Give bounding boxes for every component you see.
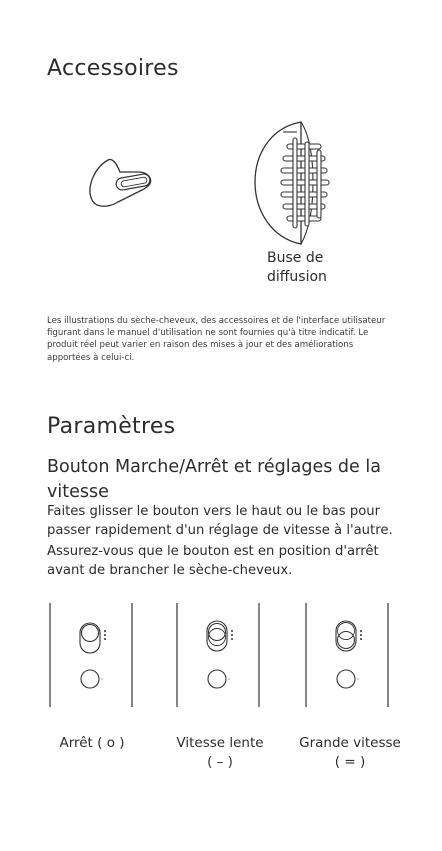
nozzle-label — [267, 249, 327, 287]
switch-panel-off — [48, 603, 134, 707]
nozzle-label-line1: Buse de — [267, 250, 324, 266]
disclaimer-line: produit réel peut varier en raison des mises à jour et des améliorations — [47, 340, 354, 351]
diffuser-illustration — [253, 120, 333, 246]
concentrator-nozzle-illustration — [84, 150, 164, 220]
disclaimer-line: apportées à celui-ci. — [47, 352, 135, 363]
disclaimer-line: figurant dans le manuel d'utilisation ne sont fournies qu'à titre indicatif. Le — [47, 328, 369, 339]
settings-subtitle-line1: Bouton Marche/Arrêt et réglages de la — [47, 457, 381, 477]
settings-title: Paramètres — [47, 414, 176, 439]
switch-panel-low — [175, 603, 261, 707]
instruction-line: Faites glisser le bouton vers le haut ou le bas pour — [47, 504, 381, 519]
nozzle-label-line2: diffusion — [267, 269, 327, 285]
settings-subtitle-line2: vitesse — [47, 482, 109, 502]
mode-label-off: Arrêt ( o ) — [59, 735, 125, 751]
mode-symbol-low: ( – ) — [207, 754, 233, 770]
accessories-title: Accessoires — [47, 56, 179, 81]
mode-label-high: Grande vitesse — [299, 735, 401, 751]
instruction-line: avant de brancher le sèche-cheveux. — [47, 563, 293, 578]
instruction-line: Assurez-vous que le bouton est en position d'arrêt — [47, 544, 379, 559]
mode-label-low: Vitesse lente — [176, 735, 264, 751]
mode-symbol-high: ( = ) — [334, 754, 366, 770]
disclaimer-line: Les illustrations du sèche-cheveux, des accessoires et de l'interface utilisateur — [47, 316, 386, 326]
switch-panel-high — [304, 603, 390, 707]
settings-subtitle — [47, 455, 381, 505]
settings-instructions — [47, 502, 393, 580]
instruction-line: passer rapidement d'un réglage de vitesse à l'autre. — [47, 523, 393, 538]
disclaimer — [47, 315, 397, 364]
